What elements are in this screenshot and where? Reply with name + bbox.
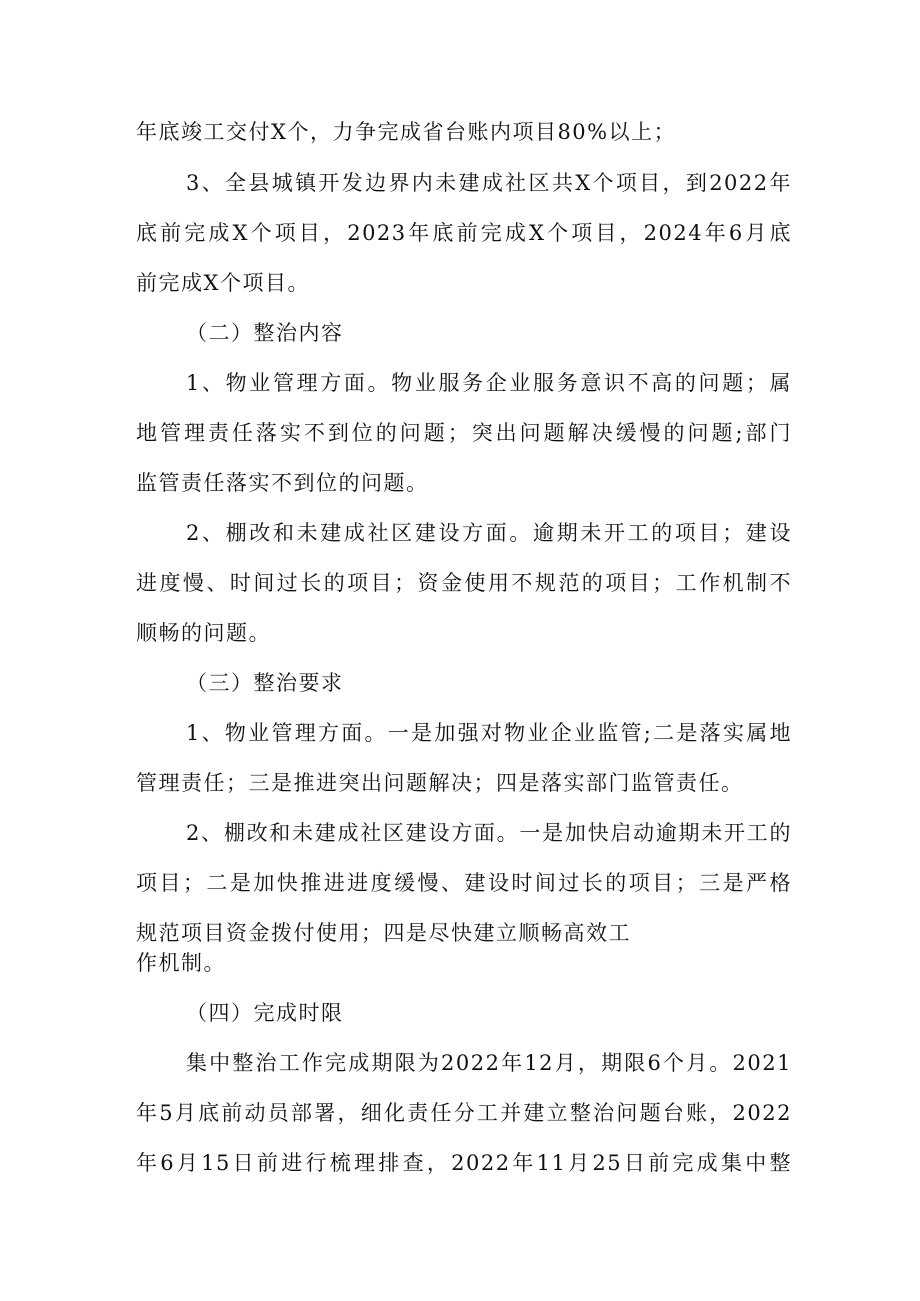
text-line-1: 年底竣工交付X个，力争完成省台账内项目80%以上； xyxy=(136,120,677,144)
text-line-18: 作机制。 xyxy=(136,951,226,975)
text-line-2: 3、全县城镇开发边界内未建成社区共X个项目，到2022年 xyxy=(186,171,792,195)
text-line-13: 1、物业管理方面。一是加强对物业企业监管;二是落实属地 xyxy=(186,721,792,745)
text-line-17: 规范项目资金拨付使用；四是尽快建立顺畅高效工 xyxy=(136,921,631,945)
text-line-8: 监管责任落实不到位的问题。 xyxy=(136,471,429,495)
text-line-14: 管理责任；三是推进突出问题解决；四是落实部门监管责任。 xyxy=(136,771,744,795)
text-line-21: 年5月底前动员部署，细化责任分工并建立整治问题台账，2022 xyxy=(136,1101,792,1125)
text-line-6: 1、物业管理方面。物业服务企业服务意识不高的问题；属 xyxy=(186,371,792,395)
text-line-10: 进度慢、时间过长的项目；资金使用不规范的项目；工作机制不 xyxy=(136,571,792,595)
text-line-9: 2、棚改和未建成社区建设方面。逾期未开工的项目；建设 xyxy=(186,521,792,545)
text-line-16: 项目；二是加快推进进度缓慢、建设时间过长的项目；三是严格 xyxy=(136,871,792,895)
section-heading-2: （二）整治内容 xyxy=(186,321,344,345)
text-line-3: 底前完成X个项目，2023年底前完成X个项目，2024年6月底 xyxy=(136,221,792,245)
text-line-22: 年6月15日前进行梳理排查，2022年11月25日前完成集中整 xyxy=(136,1151,792,1175)
text-line-15: 2、棚改和未建成社区建设方面。一是加快启动逾期未开工的 xyxy=(186,821,792,845)
text-line-20: 集中整治工作完成期限为2022年12月，期限6个月。2021 xyxy=(186,1051,792,1075)
section-heading-3: （三）整治要求 xyxy=(186,671,344,695)
section-heading-4: （四）完成时限 xyxy=(186,1001,344,1025)
text-line-7: 地管理责任落实不到位的问题；突出问题解决缓慢的问题;部门 xyxy=(136,421,792,445)
text-line-4: 前完成X个项目。 xyxy=(136,271,310,295)
text-line-11: 顺畅的问题。 xyxy=(136,621,271,645)
